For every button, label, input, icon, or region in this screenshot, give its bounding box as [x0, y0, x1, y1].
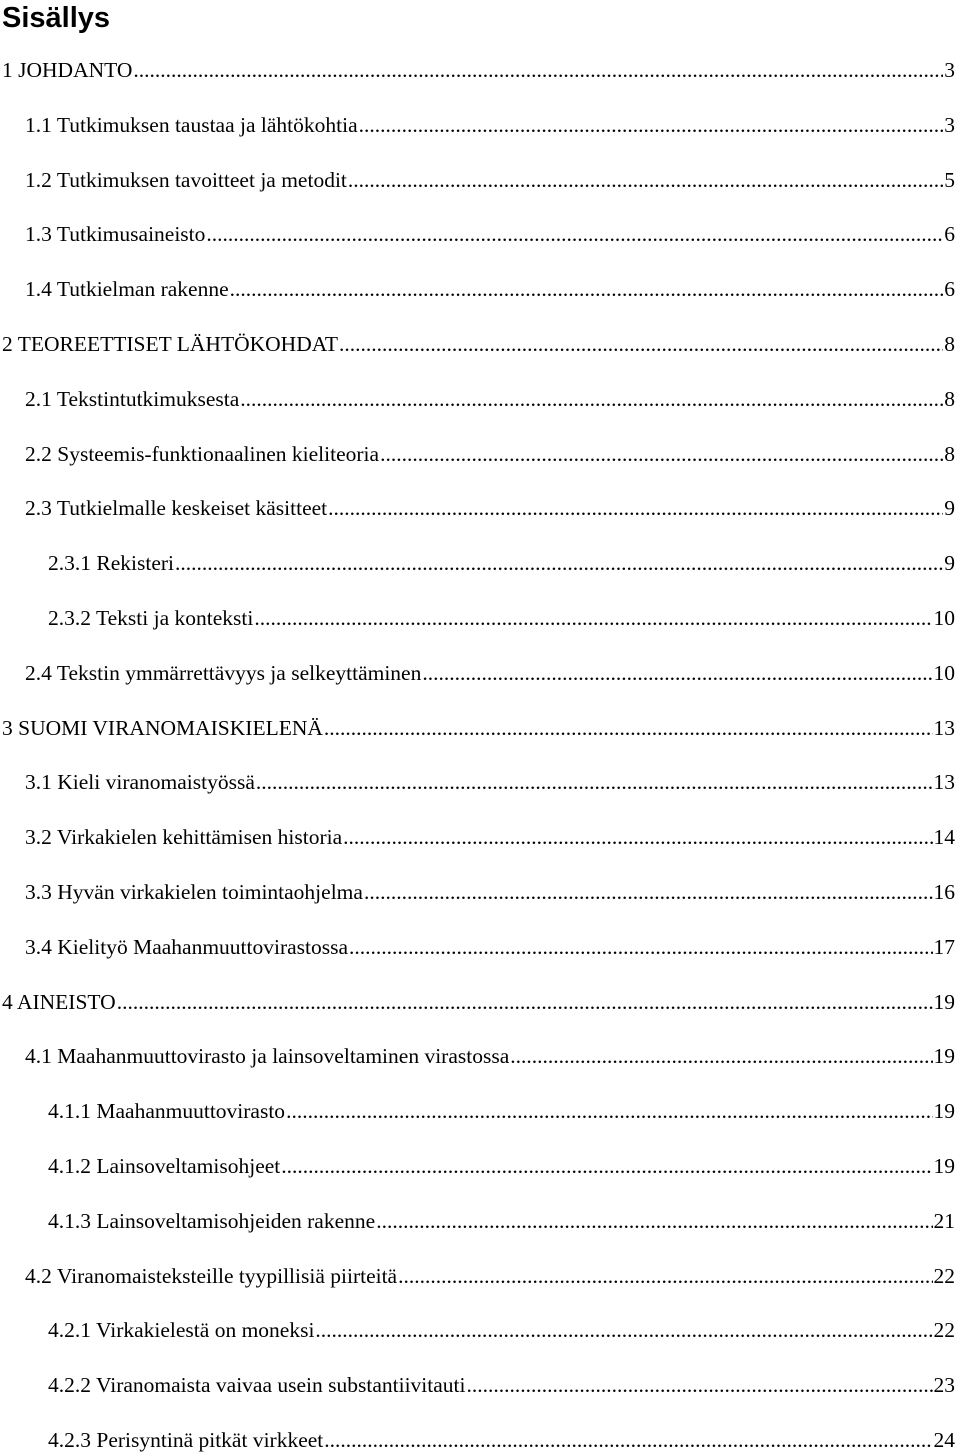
toc-entry-page-number: 6: [944, 222, 955, 247]
toc-entry-label: 4.1.3 Lainsoveltamisohjeiden rakenne: [48, 1208, 376, 1233]
toc-entry[interactable]: [0, 932, 960, 962]
toc-entry-page-number: 14: [933, 825, 955, 850]
toc-entry-page-number: 21: [933, 1208, 955, 1233]
toc-leader-dots: [256, 767, 933, 797]
toc-leader-dots: [376, 1206, 932, 1236]
toc-entry[interactable]: [0, 1261, 960, 1291]
toc-entry[interactable]: [0, 384, 960, 414]
toc-leader-dots: [348, 165, 943, 195]
toc-entry[interactable]: [0, 1151, 960, 1181]
toc-entry-label: 2 TEOREETTISET LÄHTÖKOHDAT: [2, 332, 339, 356]
toc-entry[interactable]: [0, 1315, 960, 1345]
toc-leader-dots: [359, 110, 944, 140]
toc-entry-label: 4.2 Viranomaisteksteille tyypillisiä piirteitä: [25, 1263, 398, 1288]
toc-entry-page-number: 16: [933, 880, 955, 904]
toc-entry-page-number: 19: [933, 989, 955, 1014]
toc-entry-label: 2.3.2 Teksti ja konteksti: [48, 606, 254, 630]
toc-entry-page-number: 8: [944, 332, 955, 356]
toc-leader-dots: [133, 55, 943, 85]
toc-entry-page-number: 6: [944, 277, 955, 302]
toc-entry-page-number: 19: [933, 1044, 955, 1069]
toc-entry-label: 4.1.1 Maahanmuuttovirasto: [48, 1099, 286, 1124]
page-title: Sisällys: [2, 2, 111, 34]
toc-entry-page-number: 13: [933, 715, 955, 740]
toc-leader-dots: [398, 1261, 932, 1291]
toc-entry-page-number: 10: [933, 606, 955, 630]
toc-entry-label: 2.2 Systeemis-funktionaalinen kieliteoria: [25, 441, 380, 466]
toc-leader-dots: [422, 658, 932, 688]
toc-entry-label: 2.1 Tekstintutkimuksesta: [25, 386, 240, 411]
toc-entry[interactable]: [0, 877, 960, 907]
toc-entry[interactable]: [0, 1370, 960, 1400]
toc-entry[interactable]: [0, 713, 960, 743]
toc-entry[interactable]: [0, 1206, 960, 1236]
toc-entry[interactable]: [0, 165, 960, 195]
toc-entry-label: 2.4 Tekstin ymmärrettävyys ja selkeyttäminen: [25, 660, 422, 685]
toc-entry-label: 2.3 Tutkielmalle keskeiset käsitteet: [25, 496, 328, 521]
toc-entry-label: 4 AINEISTO: [2, 989, 116, 1014]
toc-entry[interactable]: [0, 493, 960, 523]
toc-leader-dots: [286, 1096, 932, 1126]
toc-entry-page-number: 5: [944, 167, 955, 192]
toc-leader-dots: [349, 932, 932, 962]
toc-leader-dots: [281, 1151, 932, 1181]
toc-entry-label: 1.3 Tutkimusaineisto: [25, 222, 206, 247]
toc-entry-label: 4.2.1 Virkakielestä on moneksi: [48, 1318, 315, 1343]
toc-entry-label: 3.3 Hyvän virkakielen toimintaohjelma: [25, 880, 363, 904]
toc-entry-page-number: 22: [933, 1263, 955, 1288]
toc-leader-dots: [339, 329, 943, 359]
toc-entry-label: 4.2.3 Perisyntinä pitkät virkkeet: [48, 1428, 324, 1452]
toc-entry-label: 1.2 Tutkimuksen tavoitteet ja metodit: [25, 167, 347, 192]
toc-entry[interactable]: [0, 1096, 960, 1126]
toc-leader-dots: [343, 822, 932, 852]
toc-entry-page-number: 8: [944, 441, 955, 466]
toc-entry-page-number: 19: [933, 1154, 955, 1178]
toc-entry-page-number: 10: [933, 660, 955, 685]
toc-entry-page-number: 3: [944, 112, 955, 137]
toc-leader-dots: [328, 493, 943, 523]
toc-entry-label: 1 JOHDANTO: [2, 58, 133, 82]
toc-entry-page-number: 22: [933, 1318, 955, 1343]
toc-leader-dots: [315, 1315, 932, 1345]
toc-entry[interactable]: [0, 1041, 960, 1071]
toc-leader-dots: [510, 1041, 932, 1071]
toc-leader-dots: [117, 987, 933, 1017]
toc-entry-label: 3.4 Kielityö Maahanmuuttovirastossa: [25, 934, 349, 959]
toc-entry[interactable]: [0, 55, 960, 85]
toc-leader-dots: [324, 713, 933, 743]
toc-entry-page-number: 23: [933, 1373, 955, 1398]
toc-leader-dots: [364, 877, 933, 907]
toc-leader-dots: [206, 219, 943, 249]
toc-entry-label: 1.1 Tutkimuksen taustaa ja lähtökohtia: [25, 112, 358, 137]
toc-entry-label: 1.4 Tutkielman rakenne: [25, 277, 229, 302]
toc-entry-page-number: 24: [933, 1428, 955, 1452]
toc-entry[interactable]: [0, 822, 960, 852]
toc-entry-page-number: 8: [944, 386, 955, 411]
toc-leader-dots: [324, 1425, 932, 1455]
toc-entry[interactable]: [0, 1425, 960, 1455]
toc-entry[interactable]: [0, 658, 960, 688]
toc-entry-page-number: 9: [944, 496, 955, 521]
toc-entry[interactable]: [0, 219, 960, 249]
toc-entry-label: 4.1.2 Lainsoveltamisohjeet: [48, 1154, 281, 1178]
toc-entry-page-number: 13: [933, 770, 955, 795]
toc-entry[interactable]: [0, 767, 960, 797]
toc-leader-dots: [230, 274, 944, 304]
toc-entry-label: 4.2.2 Viranomaista vaivaa usein substantiivitauti: [48, 1373, 466, 1398]
toc-entry[interactable]: [0, 439, 960, 469]
toc-entry-label: 3.1 Kieli viranomaistyössä: [25, 770, 255, 795]
toc-leader-dots: [254, 603, 932, 633]
toc-entry-label: 2.3.1 Rekisteri: [48, 551, 174, 576]
toc-leader-dots: [467, 1370, 933, 1400]
toc-entry-label: 3 SUOMI VIRANOMAISKIELENÄ: [2, 715, 323, 740]
toc-leader-dots: [240, 384, 943, 414]
toc-entry-label: 4.1 Maahanmuuttovirasto ja lainsoveltaminen virastossa: [25, 1044, 510, 1069]
toc-entry[interactable]: [0, 987, 960, 1017]
toc-entry[interactable]: [0, 110, 960, 140]
toc-leader-dots: [380, 439, 943, 469]
toc-entry-page-number: 3: [944, 58, 955, 82]
toc-entry-page-number: 17: [933, 934, 955, 959]
toc-entry[interactable]: [0, 329, 960, 359]
toc-entry[interactable]: [0, 548, 960, 578]
toc-entry[interactable]: [0, 274, 960, 304]
toc-entry[interactable]: [0, 603, 960, 633]
toc-entry-page-number: 9: [944, 551, 955, 576]
toc-leader-dots: [175, 548, 943, 578]
toc-entry-page-number: 19: [933, 1099, 955, 1124]
toc-entry-label: 3.2 Virkakielen kehittämisen historia: [25, 825, 343, 850]
